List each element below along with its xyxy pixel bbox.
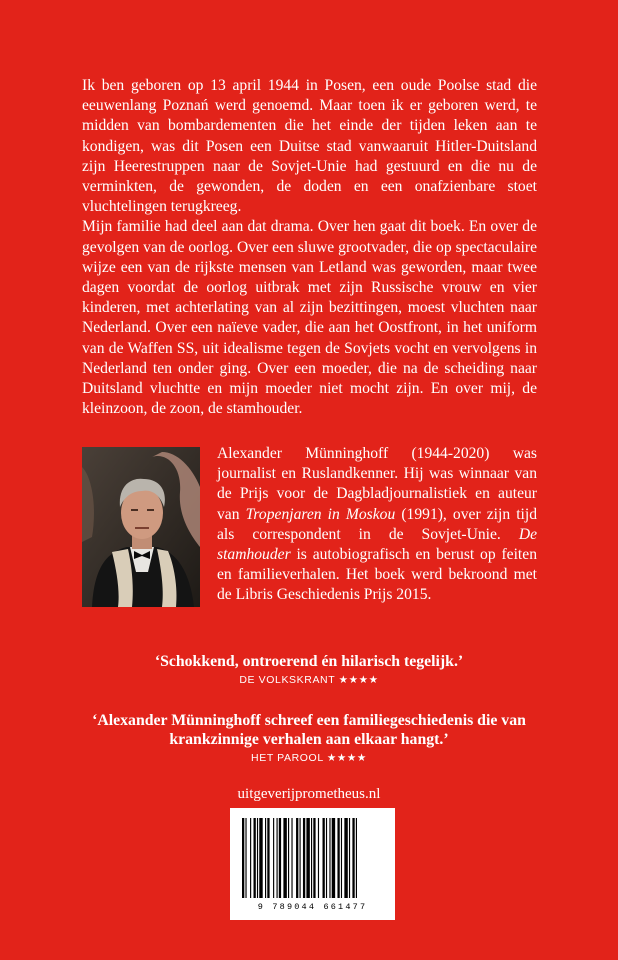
blurb-paragraph-1: Ik ben geboren op 13 april 1944 in Posen, een oude Poolse stad die eeuwenlang Poznań werd genoemd. Maar toen ik er geboren werd, te midden van bombardementen die het einde der tijden leken aan te kondigen, was dit Posen een Duitse stad vanwaaruit Hitler-Duitsland zijn Heerestruppen naar de Sovjet-Unie had gestuurd en die nu de verminkten, de gewonden, de doden en een onafzienbare stoet vluchtelingen terugkreeg. — [82, 77, 537, 216]
author-bio — [217, 444, 537, 606]
book-title-tropenjaren: Tropenjaren in Moskou — [245, 505, 396, 523]
review-quote-text: ‘Schokkend, ontroerend én hilarisch tegelijk.’ — [154, 653, 464, 670]
barcode-bar — [313, 818, 315, 898]
blurb-text — [82, 76, 537, 419]
barcode-bar — [344, 818, 347, 898]
barcode-bar — [250, 818, 251, 898]
barcode-bar — [349, 818, 350, 898]
barcode-bar — [300, 818, 301, 898]
review-quote-text: ‘Alexander Münninghoff schreef een familiegeschiedenis die van krankzinnige verhalen aan elkaar hangt.’ — [92, 712, 526, 748]
barcode-bar — [288, 818, 289, 898]
barcode-bar — [296, 818, 298, 898]
barcode-bar — [254, 818, 256, 898]
review-quote-source: DE VOLKSKRANT ★★★★ — [239, 674, 379, 686]
barcode-bar — [277, 818, 278, 898]
author-bio-part-2: (1991), over zijn tijd als correspondent in de Sovjet-Unie. — [217, 505, 538, 543]
barcode-bar — [341, 818, 342, 898]
barcode-bar — [326, 818, 327, 898]
barcode-bar — [245, 818, 246, 898]
barcode-bar — [291, 818, 292, 898]
review-quote-volkskrant — [60, 652, 558, 686]
barcode-bar — [306, 818, 309, 898]
barcode-bar — [337, 818, 339, 898]
book-title-stamhouder: De stamhouder — [217, 525, 537, 564]
barcode-bar — [279, 818, 281, 898]
author-bio-part-3: is autobiografisch en berust op feiten en familieverhalen. Het boek werd bekroond met de Libris Geschiedenis Prijs 2015. — [217, 546, 537, 604]
barcode-bar — [242, 818, 244, 898]
barcode-bar — [332, 818, 335, 898]
barcode-bar — [265, 818, 266, 898]
barcode-bar — [323, 818, 325, 898]
barcode-bar — [273, 818, 274, 898]
barcode-bar — [259, 818, 262, 898]
isbn-digits: 9 789044 661477 — [257, 902, 368, 912]
barcode-bar — [267, 818, 269, 898]
barcode-bar — [283, 818, 286, 898]
review-quote-parool — [60, 711, 558, 764]
barcode-bar — [356, 818, 357, 898]
barcode-bar — [318, 818, 319, 898]
barcode-bar — [352, 818, 354, 898]
barcode-bar — [257, 818, 258, 898]
author-photo — [82, 447, 200, 607]
barcode-bar — [303, 818, 305, 898]
barcode-bar — [311, 818, 312, 898]
review-quote-source: HET PAROOL ★★★★ — [251, 752, 367, 764]
blurb-paragraph-2: Mijn familie had deel aan dat drama. Over hen gaat dit boek. En over de gevolgen van de oorlog. Over een sluwe grootvader, die op spectaculaire wijze een van de rijkste mensen van Letland was geworden, maar twee dagen voordat de oorlog uitbrak met zijn Russische vrouw en vier kinderen, met achterlating van al zijn bezittingen, moest vluchten naar Nederland. Over een naïeve vader, die aan het Oostfront, in het uniform van de Waffen SS, uit idealisme tegen de Sovjets vocht en vervolgens in Nederland ten onder ging. Over een moeder, die na de scheiding naar Duitsland vluchtte en mijn moeder niet mocht zijn. En over mij, de kleinzoon, de zoon, de stamhouder. — [82, 218, 537, 418]
publisher-website: uitgeverijprometheus.nl — [237, 786, 381, 802]
author-bio-part-1: Alexander Münninghoff (1944-2020) was journalist en Ruslandkenner. Hij was winnaar van de Prijs voor de Dagbladjournalistiek en auteur van — [217, 445, 537, 523]
isbn-barcode — [230, 808, 395, 920]
barcode-bar — [329, 818, 330, 898]
